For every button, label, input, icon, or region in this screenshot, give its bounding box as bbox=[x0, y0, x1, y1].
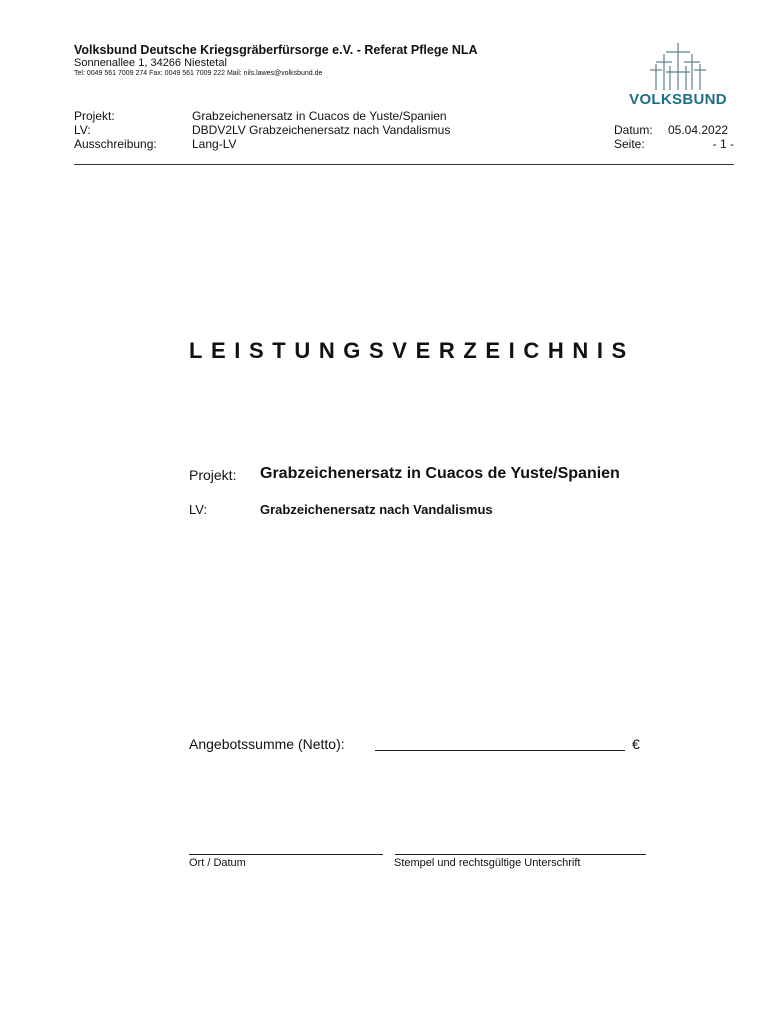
seite-value: - 1 - bbox=[712, 137, 734, 151]
datum-value: 05.04.2022 bbox=[668, 123, 729, 137]
meta-projekt-label: Projekt: bbox=[74, 109, 115, 123]
datum-label: Datum: bbox=[614, 123, 653, 137]
offer-sum-field[interactable] bbox=[375, 750, 625, 751]
meta-lv-label: LV: bbox=[74, 123, 91, 137]
meta-lv-value: DBDV2LV Grabzeichenersatz nach Vandalismus bbox=[192, 123, 451, 137]
signature-field[interactable] bbox=[395, 854, 646, 855]
header-divider bbox=[74, 164, 734, 165]
organization-contact: Tel: 0049 561 7009 274 Fax: 0049 561 7009 222 Mail: nils.lawes@volksbund.de bbox=[74, 70, 323, 77]
meta-projekt-value: Grabzeichenersatz in Cuacos de Yuste/Spanien bbox=[192, 109, 447, 123]
seite-label: Seite: bbox=[614, 137, 645, 151]
body-projekt-value: Grabzeichenersatz in Cuacos de Yuste/Spanien bbox=[260, 465, 620, 482]
offer-sum-label: Angebotssumme (Netto): bbox=[189, 736, 345, 752]
organization-address: Sonnenallee 1, 34266 Niestetal bbox=[74, 57, 227, 69]
signature-label: Stempel und rechtsgültige Unterschrift bbox=[394, 857, 581, 869]
logo-wordmark: VOLKSBUND bbox=[629, 91, 727, 108]
place-date-field[interactable] bbox=[189, 854, 383, 855]
place-date-label: Ort / Datum bbox=[189, 857, 246, 869]
body-lv-value: Grabzeichenersatz nach Vandalismus bbox=[260, 502, 493, 517]
meta-ausschreibung-label: Ausschreibung: bbox=[74, 137, 157, 151]
volksbund-logo bbox=[622, 40, 734, 110]
organization-name: Volksbund Deutsche Kriegsgräberfürsorge e.V. - Referat Pflege NLA bbox=[74, 43, 478, 57]
meta-ausschreibung-value: Lang-LV bbox=[192, 137, 237, 151]
currency-symbol: € bbox=[632, 736, 640, 752]
crosses-icon bbox=[646, 40, 710, 90]
body-lv-label: LV: bbox=[189, 502, 208, 517]
document-title: LEISTUNGSVERZEICHNIS bbox=[189, 338, 635, 363]
body-projekt-label: Projekt: bbox=[189, 467, 237, 483]
